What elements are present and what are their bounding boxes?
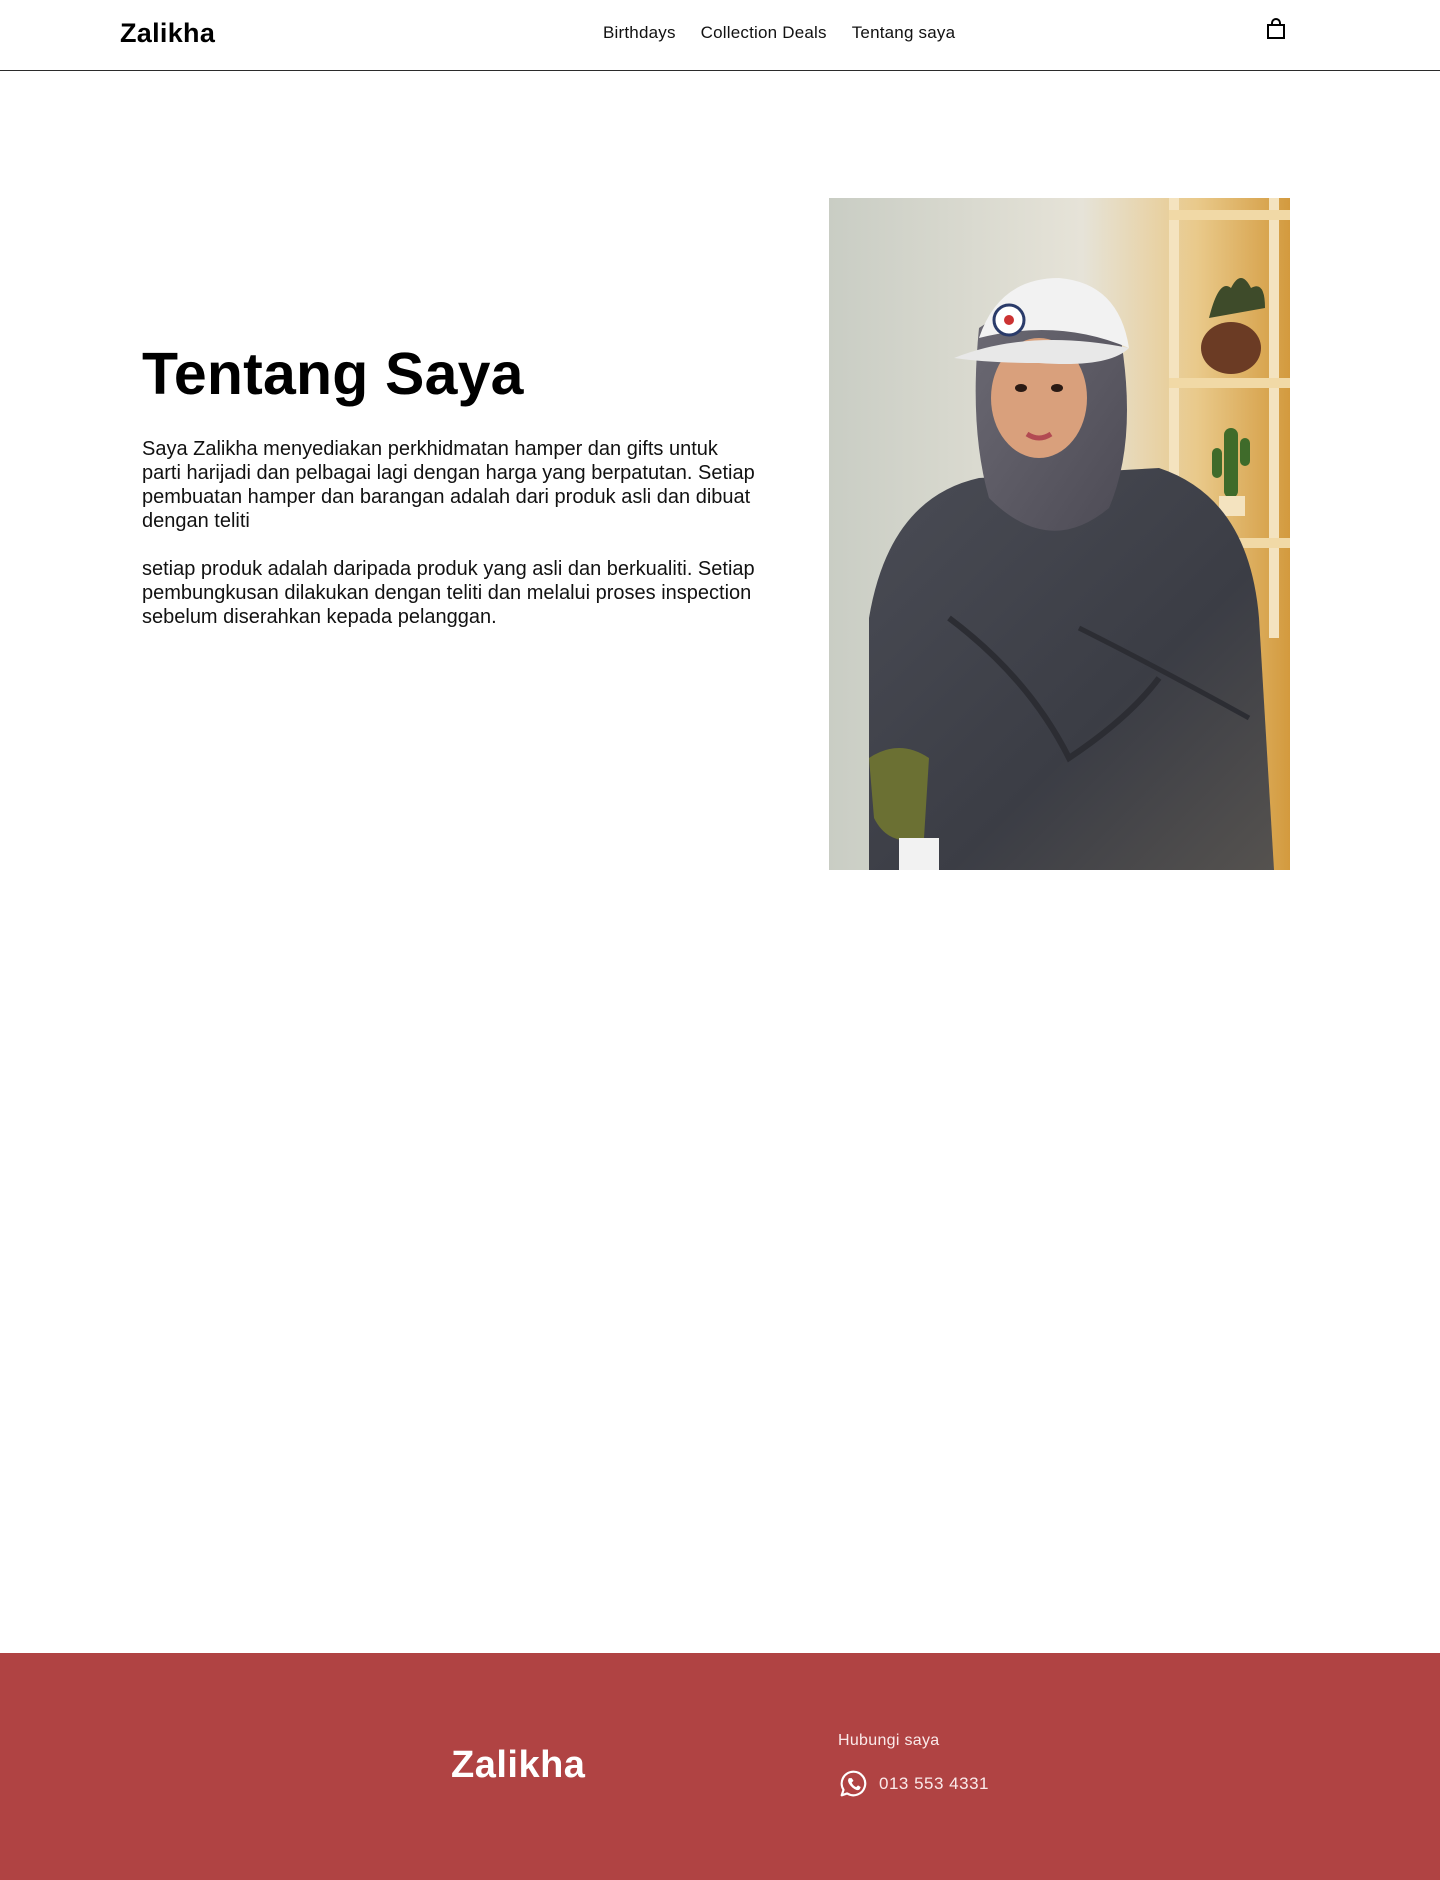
page-title: Tentang Saya	[142, 341, 524, 407]
site-logo[interactable]: Zalikha	[120, 18, 216, 48]
phone-number[interactable]: 013 553 4331	[879, 1773, 989, 1793]
shopping-bag-icon[interactable]	[1266, 18, 1286, 40]
nav-collection-deals[interactable]: Collection Deals	[700, 23, 827, 42]
about-paragraph-1: Saya Zalikha menyediakan perkhidmatan hamper dan gifts untuk parti harijadi dan pelbagai lagi dengan harga yang berpatutan. Setiap pembuatan hamper dan barangan adalah dari produk asli dan dibuat dengan teliti	[142, 438, 755, 532]
site-footer	[0, 1653, 1440, 1880]
about-paragraph-2: setiap produk adalah daripada produk yang asli dan berkualiti. Setiap pembungkusan dilakukan dengan teliti dan melalui proses inspection sebelum diserahkan kepada pelanggan.	[142, 558, 755, 628]
profile-photo	[829, 198, 1290, 870]
main-nav	[603, 23, 955, 43]
contact-title: Hubungi saya	[838, 1732, 940, 1749]
about-description	[142, 437, 762, 653]
nav-birthdays[interactable]: Birthdays	[603, 23, 676, 42]
profile-photo-illustration	[829, 198, 1290, 870]
contact-phone-row[interactable]	[839, 1769, 989, 1798]
nav-tentang-saya[interactable]: Tentang saya	[851, 23, 956, 42]
whatsapp-icon	[839, 1769, 868, 1798]
site-header	[0, 0, 1440, 71]
footer-logo[interactable]: Zalikha	[451, 1744, 586, 1786]
